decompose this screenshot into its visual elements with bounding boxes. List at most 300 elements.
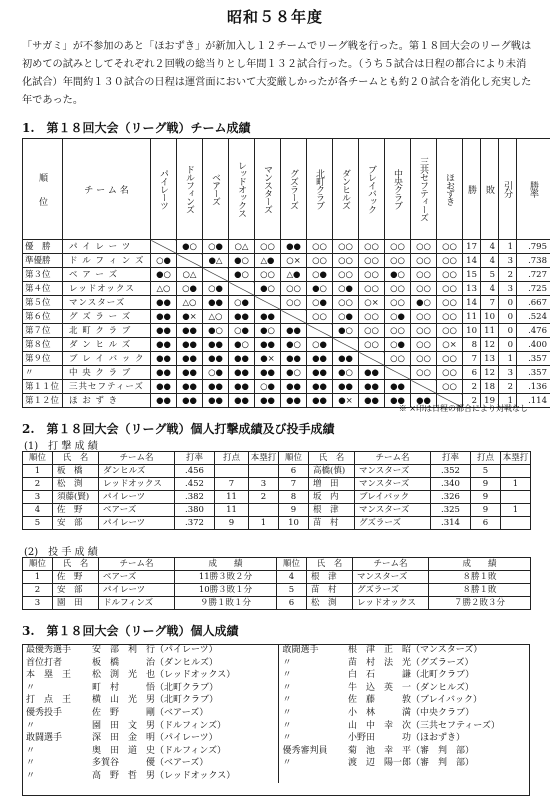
batting-row	[23, 504, 531, 517]
wins-cell: 10	[463, 324, 481, 338]
batting-cell: .352	[431, 465, 471, 478]
batting-cell: 9	[471, 491, 501, 504]
award-winner-cell: 多賀谷 優（ベアーズ）	[92, 758, 209, 769]
batting-cell: 3	[249, 478, 279, 491]
result-cell: ●●	[229, 380, 255, 394]
award-title-cell: 〃	[26, 720, 36, 731]
team-name-cell: ベ ア ー ズ	[63, 268, 151, 282]
result-cell: ○○	[333, 296, 359, 310]
batting-header-cell: 打率	[175, 452, 215, 465]
result-cell: ○○	[411, 324, 437, 338]
opponent-header: 三共セフティーズ	[411, 139, 437, 240]
result-cell: ●○	[229, 254, 255, 268]
standings-note: ※ ×印は日程の都合により対戦なし	[398, 404, 528, 413]
rank-cell: 第８位	[23, 338, 63, 352]
team-name-header: チ ー ム 名	[63, 139, 151, 240]
result-cell: ●●	[203, 380, 229, 394]
result-cell: ●○	[255, 324, 281, 338]
result-cell: ●●	[255, 310, 281, 324]
pitching-cell: ９勝１敗１分	[175, 597, 277, 610]
result-cell: △●	[281, 268, 307, 282]
result-cell: ●●	[281, 324, 307, 338]
opponent-header: マンスターズ	[255, 139, 281, 240]
section-2-heading: 2. 第１８回大会（リーグ戦）個人打撃成績及び投手成績	[22, 422, 335, 436]
pitching-cell: 6	[277, 597, 307, 610]
result-cell: ●○	[281, 338, 307, 352]
result-cell: ○●	[255, 380, 281, 394]
result-cell: ●○	[229, 268, 255, 282]
batting-cell: 須藤(賢)	[53, 491, 99, 504]
batting-cell	[501, 491, 531, 504]
rank-cell: 第９位	[23, 352, 63, 366]
result-cell: ○●	[385, 338, 411, 352]
result-cell: ○●	[385, 310, 411, 324]
award-winner-cell: 奥 田 道 史（ドルフィンズ）	[92, 745, 227, 756]
standings-row	[23, 338, 550, 352]
standings-row	[23, 240, 550, 254]
award-title-cell: 敢闘選手	[26, 733, 63, 744]
wins-cell: 7	[463, 352, 481, 366]
result-cell: ○△	[177, 268, 203, 282]
pitching-cell: ドルフィンズ	[99, 597, 175, 610]
award-title-cell: 最優秀選手	[26, 645, 72, 655]
award-winner-cell: 深 田 金 明（パイレーツ）	[92, 733, 218, 744]
batting-cell: 5	[471, 465, 501, 478]
pitching-header-cell: チーム名	[353, 558, 429, 571]
losses-cell: 13	[481, 352, 499, 366]
team-name-cell: ブ レ イ バ ッ ク	[63, 352, 151, 366]
result-cell: ○○	[333, 240, 359, 254]
result-cell: ●○	[281, 366, 307, 380]
result-cell: ●●	[333, 380, 359, 394]
rank-cell: 第１１位	[23, 380, 63, 394]
result-cell: ●○	[177, 240, 203, 254]
result-cell: ●○	[151, 268, 177, 282]
batting-cell: .325	[431, 504, 471, 517]
result-cell	[255, 296, 281, 310]
result-cell: ○○	[333, 268, 359, 282]
result-cell: ●●	[177, 338, 203, 352]
result-cell: ●●	[229, 366, 255, 380]
batting-cell: 6	[279, 465, 309, 478]
result-cell: ●●	[229, 352, 255, 366]
pitching-cell: ベアーズ	[99, 571, 175, 584]
batting-cell: 11	[215, 491, 249, 504]
batting-label: (1) 打 撃 成 績	[24, 441, 98, 452]
standings-header-row	[23, 139, 550, 240]
team-name-cell: 北 町 ク ラ ブ	[63, 324, 151, 338]
result-cell: ○○	[307, 240, 333, 254]
batting-cell: 10	[279, 517, 309, 530]
award-title-cell: 〃	[278, 694, 344, 707]
batting-table	[22, 451, 531, 530]
result-cell: ●●	[203, 338, 229, 352]
batting-header-cell: 本塁打	[501, 452, 531, 465]
result-cell: ○○	[359, 254, 385, 268]
pitching-cell: 根 津	[307, 571, 353, 584]
result-cell: ○●	[333, 310, 359, 324]
pitching-cell: 4	[277, 571, 307, 584]
pitching-header-cell: 成 績	[175, 558, 277, 571]
result-cell: ○○	[359, 338, 385, 352]
award-title-cell: 優秀投手	[26, 707, 63, 718]
batting-cell: 9	[471, 478, 501, 491]
draws-cell: 0	[499, 338, 517, 352]
award-row	[22, 644, 530, 657]
pct-cell: .524	[517, 310, 550, 324]
result-cell: ●●	[177, 352, 203, 366]
batting-cell: 高橋(慎)	[309, 465, 355, 478]
batting-cell: 2	[249, 491, 279, 504]
batting-cell: .380	[175, 504, 215, 517]
batting-cell: .452	[175, 478, 215, 491]
batting-cell	[501, 465, 531, 478]
batting-cell: ダンヒルズ	[99, 465, 175, 478]
result-cell: ○○	[255, 240, 281, 254]
losses-cell: 11	[481, 324, 499, 338]
award-winner-cell: 小野田 功（ほおずき）	[348, 733, 466, 744]
batting-cell: パイレーツ	[99, 491, 175, 504]
batting-cell: レッドオックス	[99, 478, 175, 491]
result-cell: ○○	[255, 268, 281, 282]
batting-cell: マンスターズ	[355, 465, 431, 478]
result-cell: ○×	[437, 338, 463, 352]
award-row	[22, 732, 530, 745]
batting-row	[23, 517, 531, 530]
standings-row	[23, 352, 550, 366]
result-cell: ●●	[281, 240, 307, 254]
result-cell: ●●	[151, 380, 177, 394]
award-winner-cell: 横 山 光 男（北町クラブ）	[92, 695, 219, 706]
pitching-header-cell: チーム名	[99, 558, 175, 571]
pct-cell: .114	[517, 394, 550, 408]
result-cell: ●●	[151, 310, 177, 324]
result-cell: ●●	[229, 394, 255, 408]
award-title-cell: 〃	[26, 745, 36, 756]
wins-cell: 2	[463, 394, 481, 408]
result-cell: ○○	[359, 240, 385, 254]
batting-cell: 8	[279, 491, 309, 504]
result-cell: ●●	[151, 338, 177, 352]
batting-header-cell: 氏 名	[53, 452, 99, 465]
result-cell: ○○	[411, 282, 437, 296]
result-cell: ○●	[307, 296, 333, 310]
batting-cell: 9	[279, 504, 309, 517]
standings-row	[23, 282, 550, 296]
standings-row	[23, 324, 550, 338]
award-row	[22, 669, 530, 682]
result-cell: ○×	[281, 254, 307, 268]
losses-cell: 19	[481, 394, 499, 408]
result-cell: △○	[151, 282, 177, 296]
team-name-cell: 三共セフティーズ	[63, 380, 151, 394]
result-cell: ○○	[437, 282, 463, 296]
draws-cell: 2	[499, 268, 517, 282]
result-cell: ●●	[255, 394, 281, 408]
result-cell: ●●	[255, 366, 281, 380]
batting-row	[23, 478, 531, 491]
draws-cell: 0	[499, 324, 517, 338]
pitching-header-cell: 氏 名	[307, 558, 353, 571]
batting-cell: 6	[471, 517, 501, 530]
opponent-header: 中央クラブ	[385, 139, 411, 240]
opponent-header: ブレイバック	[359, 139, 385, 240]
opponent-header: 北町クラブ	[307, 139, 333, 240]
result-cell: ○●	[203, 366, 229, 380]
result-cell: ●●	[151, 352, 177, 366]
result-cell: ○○	[411, 268, 437, 282]
pitching-cell: 佐 野	[53, 571, 99, 584]
result-cell	[359, 352, 385, 366]
section-1-heading: 1. 第１８回大会（リーグ戦）チーム成績	[22, 121, 251, 135]
opponent-header: グズラーズ	[281, 139, 307, 240]
pitching-cell: 10勝３敗１分	[175, 584, 277, 597]
result-cell: ●○	[255, 282, 281, 296]
draws-cell: 3	[499, 366, 517, 380]
wins-cell: 8	[463, 338, 481, 352]
result-cell: ●●	[177, 324, 203, 338]
intro-paragraph: 「サガミ」が不参加のあと「ほおずき」が新加入し１２チームでリーグ戦を行った。第１８回大会のリーグ戦は初めての試みとしてそれぞれ２回戦の総当りとし年間１３２試合行った。（うち５試合は日程の都合により未消化試合）年間約１３０試合の日程は運営面において大変厳しかったが各チームとも約２０試合を消化し充実した年であった。	[22, 41, 532, 106]
result-cell: ●○	[385, 268, 411, 282]
result-cell: ○○	[437, 296, 463, 310]
award-title-cell: 〃	[278, 669, 344, 682]
award-winner-cell: 根 津 正 昭（マンスターズ）	[348, 645, 483, 655]
award-row	[22, 757, 530, 770]
award-row	[22, 682, 530, 695]
award-title-cell: 〃	[278, 707, 344, 720]
result-cell: ○○	[437, 254, 463, 268]
rank-cell: 第１２位	[23, 394, 63, 408]
result-cell: ○△	[229, 240, 255, 254]
draws-header: 引分	[499, 139, 517, 240]
batting-cell: .382	[175, 491, 215, 504]
award-title-cell: 〃	[26, 770, 36, 781]
result-cell: ○○	[411, 352, 437, 366]
result-cell: ●△	[203, 254, 229, 268]
losses-cell: 7	[481, 296, 499, 310]
result-cell	[281, 310, 307, 324]
team-name-cell: パ イ レ ー ツ	[63, 240, 151, 254]
award-winner-cell: 小 林 満（中央クラブ）	[348, 707, 475, 718]
award-row	[22, 707, 530, 720]
rank-cell: 第３位	[23, 268, 63, 282]
batting-cell: 坂 内	[309, 491, 355, 504]
pct-cell: .400	[517, 338, 550, 352]
result-cell: ●●	[359, 394, 385, 408]
pitching-table	[22, 557, 531, 610]
award-title-cell: 〃	[26, 758, 36, 769]
result-cell: ●●	[177, 394, 203, 408]
batting-header-cell: 打率	[431, 452, 471, 465]
rank-cell: 準優勝	[23, 254, 63, 268]
award-title-cell: 〃	[278, 720, 344, 733]
result-cell: ○○	[411, 254, 437, 268]
opponent-header: ドルフィンズ	[177, 139, 203, 240]
wins-cell: 14	[463, 254, 481, 268]
result-cell: ●●	[385, 394, 411, 408]
result-cell: ●×	[255, 352, 281, 366]
team-name-cell: ダ ン ヒ ル ズ	[63, 338, 151, 352]
result-cell: ○○	[359, 282, 385, 296]
result-cell: ●●	[177, 380, 203, 394]
result-cell	[333, 338, 359, 352]
losses-cell: 4	[481, 254, 499, 268]
rank-header: 順 位	[23, 139, 63, 240]
losses-cell: 5	[481, 268, 499, 282]
result-cell: ●●	[203, 296, 229, 310]
rank-cell: 第７位	[23, 324, 63, 338]
result-cell: ●○	[229, 338, 255, 352]
batting-header-cell: チーム名	[355, 452, 431, 465]
opponent-header: ほおずき	[437, 139, 463, 240]
batting-cell: 4	[23, 504, 53, 517]
result-cell: ●●	[151, 366, 177, 380]
result-cell: ●○	[333, 324, 359, 338]
pitching-header-cell: 氏 名	[53, 558, 99, 571]
result-cell: ○○	[359, 324, 385, 338]
standings-row	[23, 380, 550, 394]
batting-cell: マンスターズ	[355, 478, 431, 491]
result-cell	[151, 240, 177, 254]
result-cell: ●●	[255, 338, 281, 352]
result-cell: ○○	[359, 310, 385, 324]
standings-row	[23, 268, 550, 282]
batting-header-cell: 打点	[471, 452, 501, 465]
result-cell	[203, 268, 229, 282]
result-cell: ○●	[229, 324, 255, 338]
batting-cell: パイレーツ	[99, 517, 175, 530]
result-cell: ○○	[385, 296, 411, 310]
draws-cell: 1	[499, 240, 517, 254]
draws-cell: 3	[499, 282, 517, 296]
team-name-cell: グ ズ ラ ー ズ	[63, 310, 151, 324]
batting-cell: ブレイバック	[355, 491, 431, 504]
award-title-cell	[278, 770, 344, 783]
result-cell: ●●	[307, 380, 333, 394]
batting-cell: .326	[431, 491, 471, 504]
batting-cell: 増 田	[309, 478, 355, 491]
result-cell: ○○	[385, 282, 411, 296]
pitching-cell: ８勝１敗	[429, 571, 531, 584]
result-cell: ●●	[307, 366, 333, 380]
result-cell: ●●	[151, 296, 177, 310]
pitching-header-cell: 順位	[23, 558, 53, 571]
result-cell: ○○	[437, 240, 463, 254]
award-winner-cell: 牛 込 英 一（ダンヒルズ）	[348, 682, 474, 693]
result-cell: ○○	[437, 268, 463, 282]
award-title-cell: 〃	[278, 682, 344, 695]
batting-cell: 板 橋	[53, 465, 99, 478]
award-winner-cell: 菊 池 幸 平（審 判 部）	[348, 745, 475, 756]
pitching-cell: 園 田	[53, 597, 99, 610]
batting-row	[23, 465, 531, 478]
draws-cell: 1	[499, 394, 517, 408]
pitching-label: (2) 投 手 成 績	[24, 547, 98, 558]
award-title-cell: 〃	[26, 682, 36, 693]
batting-cell: 苗 村	[309, 517, 355, 530]
batting-cell: 5	[23, 517, 53, 530]
result-cell: ●○	[203, 324, 229, 338]
result-cell: ●●	[281, 380, 307, 394]
pct-cell: .795	[517, 240, 550, 254]
result-cell: ●●	[151, 394, 177, 408]
batting-cell: 佐 野	[53, 504, 99, 517]
result-cell: ●●	[307, 352, 333, 366]
pitching-row	[23, 571, 531, 584]
wins-cell: 14	[463, 296, 481, 310]
wins-cell: 13	[463, 282, 481, 296]
pct-cell: .725	[517, 282, 550, 296]
result-cell: ●×	[333, 394, 359, 408]
draws-cell: 3	[499, 254, 517, 268]
opponent-header: レッドオックス	[229, 139, 255, 240]
award-title-cell: 首位打者	[26, 657, 63, 668]
result-cell: ●●	[229, 310, 255, 324]
result-cell: ●●	[203, 394, 229, 408]
award-row	[22, 694, 530, 707]
batting-header-cell: 本塁打	[249, 452, 279, 465]
pitching-cell: レッドオックス	[353, 597, 429, 610]
section-3-heading: 3. 第１８回大会（リーグ戦）個人成績	[22, 624, 239, 638]
losses-cell: 10	[481, 310, 499, 324]
pitching-header-row	[23, 558, 531, 571]
award-title-cell: 〃	[278, 657, 344, 670]
batting-cell: 9	[471, 504, 501, 517]
result-cell: ○○	[307, 310, 333, 324]
result-cell: ○○	[437, 310, 463, 324]
result-cell: ○○	[281, 296, 307, 310]
award-winner-cell: 佐 野 剛（ベアーズ）	[92, 707, 209, 718]
result-cell: ○○	[437, 380, 463, 394]
award-winner-cell: 園 田 文 男（ドルフィンズ）	[92, 720, 227, 731]
awards-table	[22, 644, 530, 783]
result-cell: ○●	[333, 282, 359, 296]
team-name-cell: ド ル フ ィ ン ズ	[63, 254, 151, 268]
result-cell: ○○	[385, 254, 411, 268]
batting-header-cell: 順位	[279, 452, 309, 465]
batting-cell: 9	[215, 517, 249, 530]
standings-row	[23, 366, 550, 380]
result-cell: ○○	[281, 282, 307, 296]
result-cell: ○○	[437, 324, 463, 338]
pct-cell: .727	[517, 268, 550, 282]
standings-row	[23, 310, 550, 324]
pitching-cell: 苗 村	[307, 584, 353, 597]
pitching-header-cell: 成 績	[429, 558, 531, 571]
award-winner-cell: 苗 村 法 光（グズラーズ）	[348, 657, 474, 668]
pitching-cell: マンスターズ	[353, 571, 429, 584]
batting-cell: .372	[175, 517, 215, 530]
result-cell: ●●	[333, 352, 359, 366]
result-cell: ○○	[411, 310, 437, 324]
pitching-cell: グズラーズ	[353, 584, 429, 597]
batting-cell	[501, 517, 531, 530]
draws-cell: 0	[499, 296, 517, 310]
wins-cell: 11	[463, 310, 481, 324]
result-cell: ●○	[333, 366, 359, 380]
rank-cell: 第４位	[23, 282, 63, 296]
result-cell	[307, 324, 333, 338]
award-title-cell: 敢闘選手	[278, 644, 344, 657]
team-name-cell: ほ お ず き	[63, 394, 151, 408]
result-cell: ●×	[177, 310, 203, 324]
pitching-cell: 安 部	[53, 584, 99, 597]
rank-cell: 優 勝	[23, 240, 63, 254]
batting-header-row	[23, 452, 531, 465]
wins-cell: 2	[463, 380, 481, 394]
award-winner-cell: 佐 藤 敦（ブレイバック）	[348, 695, 483, 706]
pitching-cell: 11勝３敗２分	[175, 571, 277, 584]
